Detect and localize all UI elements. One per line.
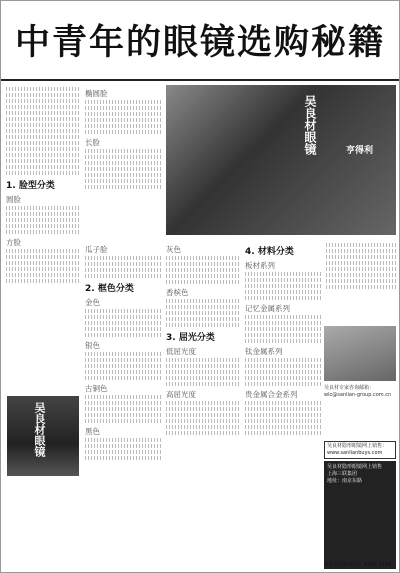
section-heading-face: 1. 脸型分类 [6,181,55,191]
store-front-photo [166,85,396,235]
subhead-memory: 记忆金属系列 [245,304,290,313]
column-2-top [85,85,161,240]
column-5 [326,241,396,321]
page-title: 中青年的眼镜选购秘籍 [14,23,385,63]
email-text: wlc@sanlian-group.com.cn [324,392,392,398]
section-heading-light: 3. 屈光分类 [166,333,215,343]
subhead-square-face: 方脸 [6,238,21,247]
subhead-melon-face: 瓜子脸 [85,245,108,254]
column-4 [245,241,323,569]
shop-sign-text: 吴良材眼镜 [33,402,46,457]
ad-header: 吴良材隐形眼镜网上销售： www.sanlianbuys.com [324,441,396,459]
side-sign-text: 亨得利 [346,146,374,156]
subhead-grey: 灰色 [166,245,181,254]
subhead-long-face: 长脸 [85,138,100,147]
subhead-low-myopia: 低屈光度 [166,347,196,356]
headline-banner [1,1,399,81]
shop-sign-photo [7,396,79,476]
subhead-gold: 金色 [85,298,100,307]
column-2-bottom [85,241,161,569]
section-heading-color: 2. 框色分类 [85,284,134,294]
store-sign-text: 吴良材眼镜 [303,95,317,155]
subhead-plate: 板材系列 [245,261,275,270]
subhead-high-myopia: 高屈光度 [166,390,196,399]
counter-photo [324,326,396,381]
photo-caption: 吴良材专家咨询邮箱： wlc@sanlian-group.com.cn [324,385,396,399]
subhead-round-face: 圆脸 [6,195,21,204]
section-heading-material: 4. 材料分类 [245,247,294,257]
subhead-precious: 贵金属合金系列 [245,390,298,399]
subhead-silver: 银色 [85,341,100,350]
subhead-titanium: 钛金属系列 [245,347,283,356]
column-3 [166,241,241,569]
ad-url[interactable]: www.sanlianbuys.com [327,450,383,456]
subhead-copper: 古铜色 [85,384,108,393]
phone-number: 吴良材分店电话：6352 3394 [324,562,392,568]
subhead-rose: 香槟色 [166,288,189,297]
column-1 [6,85,80,569]
subhead-oval-face: 椭圆脸 [85,89,108,98]
ad-box: 吴良材隐形眼镜网上销售 上海三联集团 地址：南京东路 [324,461,396,569]
subhead-black: 黑色 [85,427,100,436]
